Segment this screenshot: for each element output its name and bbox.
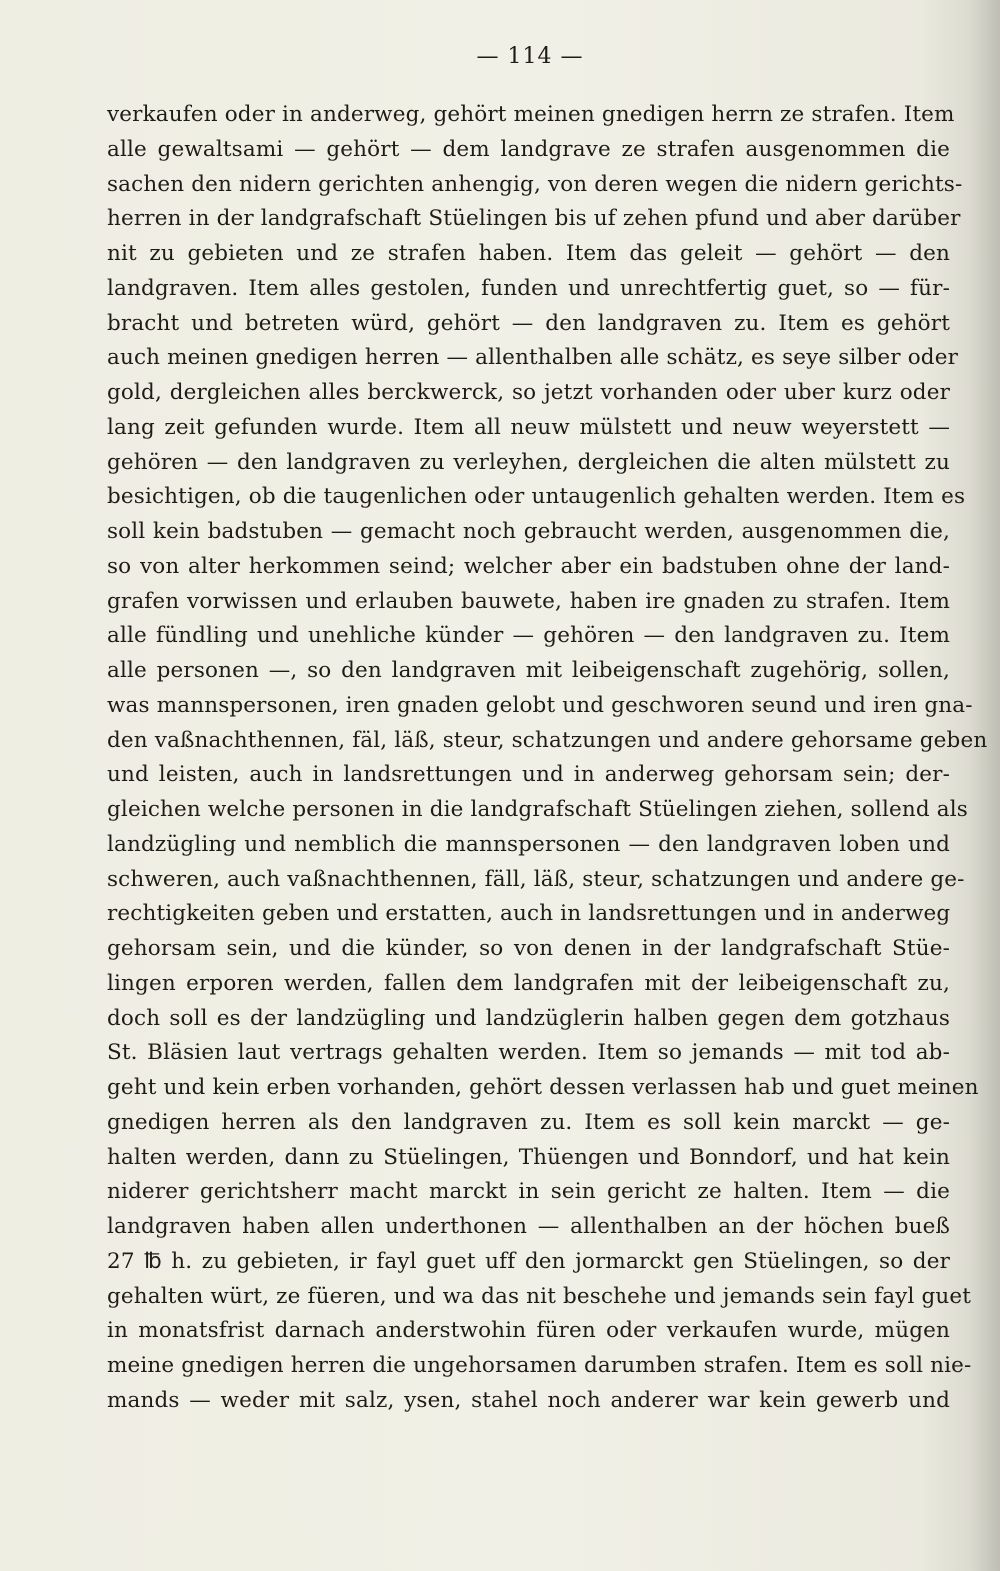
text-line: gleichen welche personen in die landgrafschaft Stüelingen ziehen, sollend als [107,797,968,822]
text-line: mands — weder mit salz, ysen, stahel noch anderer war kein gewerb und [107,1387,950,1413]
text-line: so von alter herkommen seind; welcher aber ein badstuben ohne der land- [107,553,950,579]
text-line: gold, dergleichen alles berckwerck, so jetzt vorhanden oder uber kurz oder [107,380,950,405]
text-line: alle personen —, so den landgraven mit leibeigenschaft zugehörig, sollen, [107,658,950,683]
text-line: meine gnedigen herren die ungehorsamen darumben strafen. Item es soll nie- [107,1353,972,1378]
text-line: alle fündling und unehliche künder — gehören — den landgraven zu. Item [107,623,950,649]
text-line: gehorsam sein, und die künder, so von denen in der landgrafschaft Stüe- [107,936,950,961]
text-line: landgraven haben allen underthonen — allenthalben an der höchen bueß [107,1214,950,1239]
text-line: nit zu gebieten und ze strafen haben. Item das geleit — gehört — den [107,241,950,266]
text-line: verkaufen oder in anderweg, gehört meinen gnedigen herrn ze strafen. Item [107,102,955,127]
text-line: landzügling und nemblich die mannspersonen — den landgraven loben und [107,831,950,857]
text-line: bracht und betreten würd, gehört — den landgraven zu. Item es gehört [107,310,950,336]
text-line: lingen erporen werden, fallen dem landgrafen mit der leibeigenschaft zu, [107,970,950,996]
text-line: lang zeit gefunden wurde. Item all neuw mülstett und neuw weyerstett — [107,414,950,440]
text-line: gnedigen herren als den landgraven zu. Item es soll kein marckt — ge- [107,1109,950,1135]
text-line: St. Bläsien laut vertrags gehalten werden. Item so jemands — mit tod ab- [107,1040,950,1066]
text-line: was mannspersonen, iren gnaden gelobt und geschworen seund und iren gna- [107,692,973,718]
text-line: 27 ℔ h. zu gebieten, ir fayl guet uff den jormarckt gen Stüelingen, so der [107,1248,950,1274]
text-line: landgraven. Item alles gestolen, funden und unrechtfertig guet, so — für- [107,275,950,301]
text-line: grafen vorwissen und erlauben bauwete, haben ire gnaden zu strafen. Item [107,588,950,614]
text-line: alle gewaltsami — gehört — dem landgrave ze strafen ausgenommen die [107,136,950,162]
text-line: doch soll es der landzügling und landzüglerin halben gegen dem gotzhaus [107,1005,950,1031]
text-line: herren in der landgrafschaft Stüelingen bis uf zehen pfund und aber darüber [107,206,961,232]
text-line: gehören — den landgraven zu verleyhen, dergleichen die alten mülstett zu [107,449,950,475]
text-line: schweren, auch vaßnachthennen, fäll, läß, steur, schatzungen und andere ge- [107,866,965,892]
text-line: besichtigen, ob die taugenlichen oder untaugenlich gehalten werden. Item es [107,484,966,510]
body-text [107,98,988,1419]
text-line: und leisten, auch in landsrettungen und in anderweg gehorsam sein; der- [107,762,950,788]
text-line: den vaßnachthennen, fäl, läß, steur, schatzungen und andere gehorsame geben [107,727,988,753]
text-line: in monatsfrist darnach anderstwohin füren oder verkaufen wurde, mügen [107,1318,950,1344]
text-line: gehalten würt, ze füeren, und wa das nit beschehe und jemands sein fayl guet [107,1283,972,1309]
text-line: soll kein badstuben — gemacht noch gebraucht werden, ausgenommen die, [107,519,950,544]
text-line: geht und kein erben vorhanden, gehört dessen verlassen hab und guet meinen [107,1075,979,1100]
text-line: rechtigkeiten geben und erstatten, auch in landsrettungen und in anderweg [107,901,951,927]
text-line: sachen den nidern gerichten anhengig, von deren wegen die nidern gerichts- [107,171,963,197]
text-line: niderer gerichtsherr macht marckt in sein gericht ze halten. Item — die [107,1179,950,1205]
page-number: — 114 — [476,44,584,69]
text-line: halten werden, dann zu Stüelingen, Thüengen und Bonndorf, und hat kein [107,1144,950,1170]
text-line: auch meinen gnedigen herren — allenthalben alle schätz, es seye silber oder [107,345,959,371]
